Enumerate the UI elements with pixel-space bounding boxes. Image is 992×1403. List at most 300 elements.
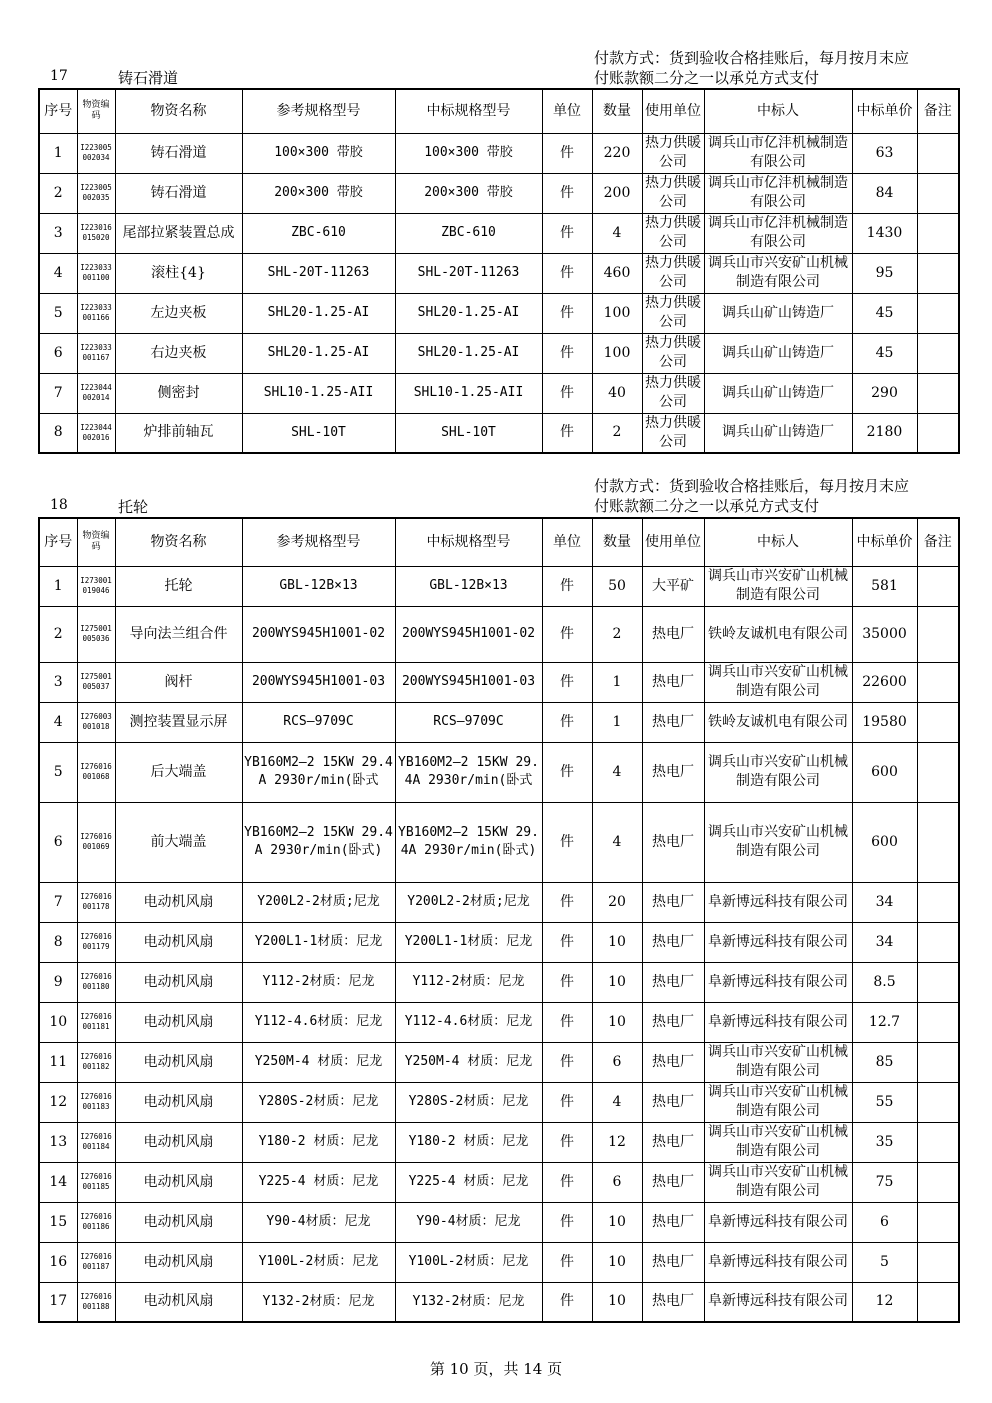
cell-ref-spec: Y180-2 材质：尼龙 <box>242 1122 395 1162</box>
cell-bid-spec: Y112-2材质：尼龙 <box>395 962 542 1002</box>
cell-price: 34 <box>852 882 917 922</box>
cell-price: 12 <box>852 1282 917 1322</box>
cell-price: 55 <box>852 1082 917 1122</box>
table-row <box>39 373 959 413</box>
cell-seq: 16 <box>39 1242 77 1282</box>
cell-ref-spec: RCS—9709C <box>242 702 395 742</box>
cell-remark <box>917 373 959 413</box>
cell-unit: 件 <box>542 213 592 253</box>
cell-seq: 9 <box>39 962 77 1002</box>
cell-code: I276003001018 <box>77 702 115 742</box>
cell-ref-spec: Y200L2-2材质;尼龙 <box>242 882 395 922</box>
cell-qty: 4 <box>592 742 642 802</box>
cell-bid-spec: RCS—9709C <box>395 702 542 742</box>
cell-ref-spec: Y90-4材质：尼龙 <box>242 1202 395 1242</box>
cell-unit: 件 <box>542 1122 592 1162</box>
cell-winner: 调兵山市亿沣机械制造有限公司 <box>704 133 852 173</box>
table-row <box>39 1242 959 1282</box>
cell-ref-spec: Y200L1-1材质：尼龙 <box>242 922 395 962</box>
cell-qty: 50 <box>592 566 642 606</box>
cell-qty: 4 <box>592 802 642 882</box>
cell-ref-spec: 200×300 带胶 <box>242 173 395 213</box>
cell-price: 22600 <box>852 662 917 702</box>
cell-winner: 阜新博远科技有限公司 <box>704 922 852 962</box>
cell-remark <box>917 413 959 453</box>
table-row <box>39 1202 959 1242</box>
header-bid-spec: 中标规格型号 <box>395 89 542 133</box>
cell-user-unit: 热电厂 <box>642 1082 704 1122</box>
cell-winner: 调兵山市兴安矿山机械制造有限公司 <box>704 253 852 293</box>
cell-ref-spec: 200WYS945H1001-03 <box>242 662 395 702</box>
cell-winner: 调兵山矿山铸造厂 <box>704 373 852 413</box>
cell-seq: 5 <box>39 293 77 333</box>
cell-seq: 4 <box>39 702 77 742</box>
cell-bid-spec: Y132-2材质：尼龙 <box>395 1282 542 1322</box>
cell-code: I273001019046 <box>77 566 115 606</box>
cell-qty: 10 <box>592 1282 642 1322</box>
cell-price: 600 <box>852 802 917 882</box>
cell-seq: 7 <box>39 882 77 922</box>
cell-price: 35000 <box>852 606 917 662</box>
cell-seq: 2 <box>39 173 77 213</box>
cell-remark <box>917 1042 959 1082</box>
table-row <box>39 882 959 922</box>
cell-price: 2180 <box>852 413 917 453</box>
section-title: 铸石滑道 <box>118 69 179 87</box>
cell-winner: 调兵山市兴安矿山机械制造有限公司 <box>704 1122 852 1162</box>
payment-line-1: 付款方式：货到验收合格挂账后，每月按月末应 <box>594 477 910 495</box>
cell-unit: 件 <box>542 922 592 962</box>
header-unit: 单位 <box>542 518 592 566</box>
cell-winner: 调兵山市亿沣机械制造有限公司 <box>704 173 852 213</box>
header-winner: 中标人 <box>704 518 852 566</box>
cell-bid-spec: SHL-10T <box>395 413 542 453</box>
cell-ref-spec: YB160M2—2 15KW 29.4A 2930r/min(卧式) <box>242 802 395 882</box>
cell-code: I223033001166 <box>77 293 115 333</box>
cell-price: 19580 <box>852 702 917 742</box>
cell-unit: 件 <box>542 1162 592 1202</box>
cell-name: 导向法兰组合件 <box>115 606 242 662</box>
cell-seq: 6 <box>39 802 77 882</box>
cell-unit: 件 <box>542 133 592 173</box>
cell-user-unit: 热电厂 <box>642 606 704 662</box>
header-unit: 单位 <box>542 89 592 133</box>
cell-name: 铸石滑道 <box>115 173 242 213</box>
cell-name: 电动机风扇 <box>115 1202 242 1242</box>
table-row <box>39 606 959 662</box>
cell-price: 45 <box>852 293 917 333</box>
table-row <box>39 333 959 373</box>
header-qty: 数量 <box>592 89 642 133</box>
header-qty: 数量 <box>592 518 642 566</box>
header-seq: 序号 <box>39 89 77 133</box>
cell-price: 581 <box>852 566 917 606</box>
payment-line-2: 付账款额二分之一以承兑方式支付 <box>594 497 820 515</box>
cell-winner: 阜新博远科技有限公司 <box>704 882 852 922</box>
cell-user-unit: 热电厂 <box>642 802 704 882</box>
cell-unit: 件 <box>542 606 592 662</box>
cell-seq: 8 <box>39 922 77 962</box>
cell-user-unit: 热力供暖公司 <box>642 413 704 453</box>
cell-unit: 件 <box>542 1042 592 1082</box>
cell-bid-spec: GBL-12B×13 <box>395 566 542 606</box>
cell-winner: 铁岭友诚机电有限公司 <box>704 702 852 742</box>
cell-name: 电动机风扇 <box>115 1002 242 1042</box>
cell-ref-spec: SHL10-1.25-AII <box>242 373 395 413</box>
cell-unit: 件 <box>542 173 592 213</box>
cell-bid-spec: Y200L2-2材质;尼龙 <box>395 882 542 922</box>
cell-price: 45 <box>852 333 917 373</box>
table-row <box>39 293 959 333</box>
cell-price: 6 <box>852 1202 917 1242</box>
cell-bid-spec: SHL20-1.25-AI <box>395 333 542 373</box>
cell-bid-spec: Y100L-2材质：尼龙 <box>395 1242 542 1282</box>
cell-seq: 12 <box>39 1082 77 1122</box>
cell-qty: 100 <box>592 333 642 373</box>
cell-remark <box>917 133 959 173</box>
cell-winner: 调兵山市亿沣机械制造有限公司 <box>704 213 852 253</box>
cell-remark <box>917 922 959 962</box>
cell-code: I276016001178 <box>77 882 115 922</box>
cell-remark <box>917 702 959 742</box>
cell-name: 电动机风扇 <box>115 1042 242 1082</box>
cell-bid-spec: 200WYS945H1001-03 <box>395 662 542 702</box>
cell-ref-spec: Y100L-2材质：尼龙 <box>242 1242 395 1282</box>
cell-unit: 件 <box>542 1002 592 1042</box>
cell-name: 侧密封 <box>115 373 242 413</box>
cell-qty: 10 <box>592 1202 642 1242</box>
cell-seq: 7 <box>39 373 77 413</box>
header-row <box>39 518 959 566</box>
cell-ref-spec: 200WYS945H1001-02 <box>242 606 395 662</box>
cell-code: I223044002014 <box>77 373 115 413</box>
cell-unit: 件 <box>542 802 592 882</box>
cell-code: I223005002035 <box>77 173 115 213</box>
cell-name: 电动机风扇 <box>115 922 242 962</box>
cell-winner: 铁岭友诚机电有限公司 <box>704 606 852 662</box>
cell-name: 尾部拉紧装置总成 <box>115 213 242 253</box>
cell-user-unit: 热力供暖公司 <box>642 373 704 413</box>
table-row <box>39 566 959 606</box>
cell-user-unit: 热电厂 <box>642 922 704 962</box>
cell-qty: 10 <box>592 962 642 1002</box>
cell-code: I276016001181 <box>77 1002 115 1042</box>
cell-bid-spec: Y200L1-1材质：尼龙 <box>395 922 542 962</box>
cell-winner: 调兵山市兴安矿山机械制造有限公司 <box>704 566 852 606</box>
cell-ref-spec: Y250M-4 材质：尼龙 <box>242 1042 395 1082</box>
page-footer: 第 10 页，共 14 页 <box>429 1360 563 1378</box>
cell-user-unit: 大平矿 <box>642 566 704 606</box>
cell-price: 8.5 <box>852 962 917 1002</box>
cell-bid-spec: Y112-4.6材质：尼龙 <box>395 1002 542 1042</box>
payment-line-1: 付款方式：货到验收合格挂账后，每月按月末应 <box>594 49 910 67</box>
cell-qty: 200 <box>592 173 642 213</box>
cell-seq: 10 <box>39 1002 77 1042</box>
header-ref-spec: 参考规格型号 <box>242 89 395 133</box>
cell-user-unit: 热电厂 <box>642 1162 704 1202</box>
cell-unit: 件 <box>542 662 592 702</box>
cell-name: 电动机风扇 <box>115 1082 242 1122</box>
cell-ref-spec: Y132-2材质：尼龙 <box>242 1282 395 1322</box>
cell-code: I223016015020 <box>77 213 115 253</box>
cell-name: 电动机风扇 <box>115 882 242 922</box>
items-table <box>38 517 960 1323</box>
cell-remark <box>917 882 959 922</box>
cell-name: 滚柱{4} <box>115 253 242 293</box>
section-18 <box>38 476 958 1326</box>
header-code: 物资编码 <box>77 89 115 133</box>
table-row <box>39 173 959 213</box>
cell-name: 电动机风扇 <box>115 962 242 1002</box>
cell-code: I275001005036 <box>77 606 115 662</box>
cell-remark <box>917 293 959 333</box>
cell-ref-spec: SHL20-1.25-AI <box>242 333 395 373</box>
cell-code: I276016001187 <box>77 1242 115 1282</box>
table-row <box>39 133 959 173</box>
header-row <box>39 89 959 133</box>
cell-name: 左边夹板 <box>115 293 242 333</box>
cell-unit: 件 <box>542 702 592 742</box>
cell-user-unit: 热力供暖公司 <box>642 173 704 213</box>
cell-user-unit: 热电厂 <box>642 1042 704 1082</box>
cell-code: I223033001167 <box>77 333 115 373</box>
cell-bid-spec: SHL20-1.25-AI <box>395 293 542 333</box>
cell-unit: 件 <box>542 253 592 293</box>
cell-remark <box>917 662 959 702</box>
cell-user-unit: 热力供暖公司 <box>642 333 704 373</box>
cell-ref-spec: Y225-4 材质：尼龙 <box>242 1162 395 1202</box>
cell-unit: 件 <box>542 1242 592 1282</box>
cell-remark <box>917 742 959 802</box>
header-winner: 中标人 <box>704 89 852 133</box>
cell-ref-spec: SHL-10T <box>242 413 395 453</box>
cell-bid-spec: 100×300 带胶 <box>395 133 542 173</box>
cell-seq: 17 <box>39 1282 77 1322</box>
cell-name: 电动机风扇 <box>115 1122 242 1162</box>
cell-seq: 13 <box>39 1122 77 1162</box>
cell-qty: 10 <box>592 1002 642 1042</box>
cell-code: I276016001179 <box>77 922 115 962</box>
cell-unit: 件 <box>542 293 592 333</box>
cell-bid-spec: SHL10-1.25-AII <box>395 373 542 413</box>
cell-code: I276016001069 <box>77 802 115 882</box>
cell-winner: 调兵山市兴安矿山机械制造有限公司 <box>704 662 852 702</box>
header-code: 物资编码 <box>77 518 115 566</box>
cell-user-unit: 热电厂 <box>642 662 704 702</box>
cell-name: 铸石滑道 <box>115 133 242 173</box>
cell-qty: 10 <box>592 922 642 962</box>
header-remark: 备注 <box>917 518 959 566</box>
cell-qty: 4 <box>592 213 642 253</box>
cell-user-unit: 热电厂 <box>642 1202 704 1242</box>
cell-unit: 件 <box>542 413 592 453</box>
section-17 <box>38 48 958 460</box>
cell-unit: 件 <box>542 742 592 802</box>
cell-price: 1430 <box>852 213 917 253</box>
cell-qty: 20 <box>592 882 642 922</box>
cell-user-unit: 热电厂 <box>642 1242 704 1282</box>
cell-ref-spec: SHL-20T-11263 <box>242 253 395 293</box>
cell-name: 电动机风扇 <box>115 1282 242 1322</box>
cell-remark <box>917 962 959 1002</box>
header-name: 物资名称 <box>115 89 242 133</box>
cell-qty: 460 <box>592 253 642 293</box>
cell-winner: 调兵山矿山铸造厂 <box>704 333 852 373</box>
cell-remark <box>917 1082 959 1122</box>
cell-price: 35 <box>852 1122 917 1162</box>
header-user-unit: 使用单位 <box>642 518 704 566</box>
cell-winner: 调兵山矿山铸造厂 <box>704 413 852 453</box>
cell-name: 电动机风扇 <box>115 1162 242 1202</box>
cell-remark <box>917 213 959 253</box>
cell-ref-spec: Y112-2材质：尼龙 <box>242 962 395 1002</box>
cell-user-unit: 热电厂 <box>642 742 704 802</box>
cell-user-unit: 热力供暖公司 <box>642 133 704 173</box>
cell-price: 63 <box>852 133 917 173</box>
cell-qty: 4 <box>592 1082 642 1122</box>
cell-unit: 件 <box>542 333 592 373</box>
section-title: 托轮 <box>118 498 149 516</box>
cell-ref-spec: GBL-12B×13 <box>242 566 395 606</box>
cell-ref-spec: Y280S-2材质：尼龙 <box>242 1082 395 1122</box>
cell-code: I276016001182 <box>77 1042 115 1082</box>
cell-qty: 2 <box>592 413 642 453</box>
cell-ref-spec: ZBC-610 <box>242 213 395 253</box>
cell-remark <box>917 1242 959 1282</box>
cell-qty: 1 <box>592 662 642 702</box>
cell-name: 电动机风扇 <box>115 1242 242 1282</box>
table-row <box>39 662 959 702</box>
cell-seq: 3 <box>39 662 77 702</box>
cell-user-unit: 热力供暖公司 <box>642 293 704 333</box>
cell-user-unit: 热电厂 <box>642 962 704 1002</box>
header-bid-spec: 中标规格型号 <box>395 518 542 566</box>
table-row <box>39 1082 959 1122</box>
cell-seq: 14 <box>39 1162 77 1202</box>
cell-seq: 3 <box>39 213 77 253</box>
table-row <box>39 1042 959 1082</box>
cell-remark <box>917 1162 959 1202</box>
cell-qty: 100 <box>592 293 642 333</box>
table-row <box>39 213 959 253</box>
cell-name: 测控装置显示屏 <box>115 702 242 742</box>
cell-name: 后大端盖 <box>115 742 242 802</box>
cell-unit: 件 <box>542 373 592 413</box>
cell-remark <box>917 1002 959 1042</box>
cell-unit: 件 <box>542 1202 592 1242</box>
cell-winner: 阜新博远科技有限公司 <box>704 1282 852 1322</box>
cell-ref-spec: Y112-4.6材质：尼龙 <box>242 1002 395 1042</box>
payment-terms <box>594 48 909 88</box>
header-ref-spec: 参考规格型号 <box>242 518 395 566</box>
table-row <box>39 802 959 882</box>
cell-code: I276016001185 <box>77 1162 115 1202</box>
cell-winner: 阜新博远科技有限公司 <box>704 1242 852 1282</box>
cell-price: 290 <box>852 373 917 413</box>
cell-code: I223033001100 <box>77 253 115 293</box>
cell-price: 84 <box>852 173 917 213</box>
cell-code: I223005002034 <box>77 133 115 173</box>
cell-winner: 调兵山矿山铸造厂 <box>704 293 852 333</box>
cell-ref-spec: 100×300 带胶 <box>242 133 395 173</box>
cell-user-unit: 热力供暖公司 <box>642 253 704 293</box>
section-number: 17 <box>50 68 68 84</box>
cell-name: 托轮 <box>115 566 242 606</box>
cell-seq: 1 <box>39 133 77 173</box>
cell-seq: 5 <box>39 742 77 802</box>
cell-remark <box>917 1202 959 1242</box>
cell-seq: 1 <box>39 566 77 606</box>
table-row <box>39 702 959 742</box>
cell-user-unit: 热电厂 <box>642 1002 704 1042</box>
cell-bid-spec: 200WYS945H1001-02 <box>395 606 542 662</box>
cell-seq: 8 <box>39 413 77 453</box>
cell-remark <box>917 566 959 606</box>
cell-unit: 件 <box>542 1082 592 1122</box>
cell-qty: 6 <box>592 1042 642 1082</box>
payment-line-2: 付账款额二分之一以承兑方式支付 <box>594 69 820 87</box>
cell-qty: 2 <box>592 606 642 662</box>
cell-qty: 12 <box>592 1122 642 1162</box>
cell-price: 34 <box>852 922 917 962</box>
cell-ref-spec: YB160M2—2 15KW 29.4A 2930r/min(卧式 <box>242 742 395 802</box>
items-table <box>38 88 960 454</box>
cell-price: 85 <box>852 1042 917 1082</box>
cell-bid-spec: Y180-2 材质：尼龙 <box>395 1122 542 1162</box>
cell-winner: 调兵山市兴安矿山机械制造有限公司 <box>704 1042 852 1082</box>
header-remark: 备注 <box>917 89 959 133</box>
cell-qty: 10 <box>592 1242 642 1282</box>
cell-user-unit: 热电厂 <box>642 882 704 922</box>
cell-winner: 阜新博远科技有限公司 <box>704 962 852 1002</box>
table-row <box>39 922 959 962</box>
cell-user-unit: 热电厂 <box>642 1122 704 1162</box>
cell-qty: 1 <box>592 702 642 742</box>
cell-unit: 件 <box>542 1282 592 1322</box>
cell-winner: 阜新博远科技有限公司 <box>704 1002 852 1042</box>
cell-price: 5 <box>852 1242 917 1282</box>
cell-winner: 阜新博远科技有限公司 <box>704 1202 852 1242</box>
header-price: 中标单价 <box>852 518 917 566</box>
cell-bid-spec: ZBC-610 <box>395 213 542 253</box>
cell-bid-spec: SHL-20T-11263 <box>395 253 542 293</box>
cell-price: 75 <box>852 1162 917 1202</box>
cell-name: 阀杆 <box>115 662 242 702</box>
table-row <box>39 1002 959 1042</box>
cell-bid-spec: Y90-4材质：尼龙 <box>395 1202 542 1242</box>
cell-unit: 件 <box>542 962 592 1002</box>
cell-price: 600 <box>852 742 917 802</box>
cell-qty: 220 <box>592 133 642 173</box>
cell-unit: 件 <box>542 882 592 922</box>
cell-bid-spec: YB160M2—2 15KW 29.4A 2930r/min(卧式 <box>395 742 542 802</box>
cell-user-unit: 热电厂 <box>642 1282 704 1322</box>
cell-price: 95 <box>852 253 917 293</box>
cell-remark <box>917 173 959 213</box>
cell-remark <box>917 606 959 662</box>
cell-user-unit: 热电厂 <box>642 702 704 742</box>
cell-name: 右边夹板 <box>115 333 242 373</box>
table-row <box>39 253 959 293</box>
table-row <box>39 962 959 1002</box>
cell-name: 炉排前轴瓦 <box>115 413 242 453</box>
cell-seq: 11 <box>39 1042 77 1082</box>
cell-remark <box>917 1122 959 1162</box>
cell-seq: 2 <box>39 606 77 662</box>
cell-qty: 40 <box>592 373 642 413</box>
table-row <box>39 1162 959 1202</box>
cell-seq: 15 <box>39 1202 77 1242</box>
